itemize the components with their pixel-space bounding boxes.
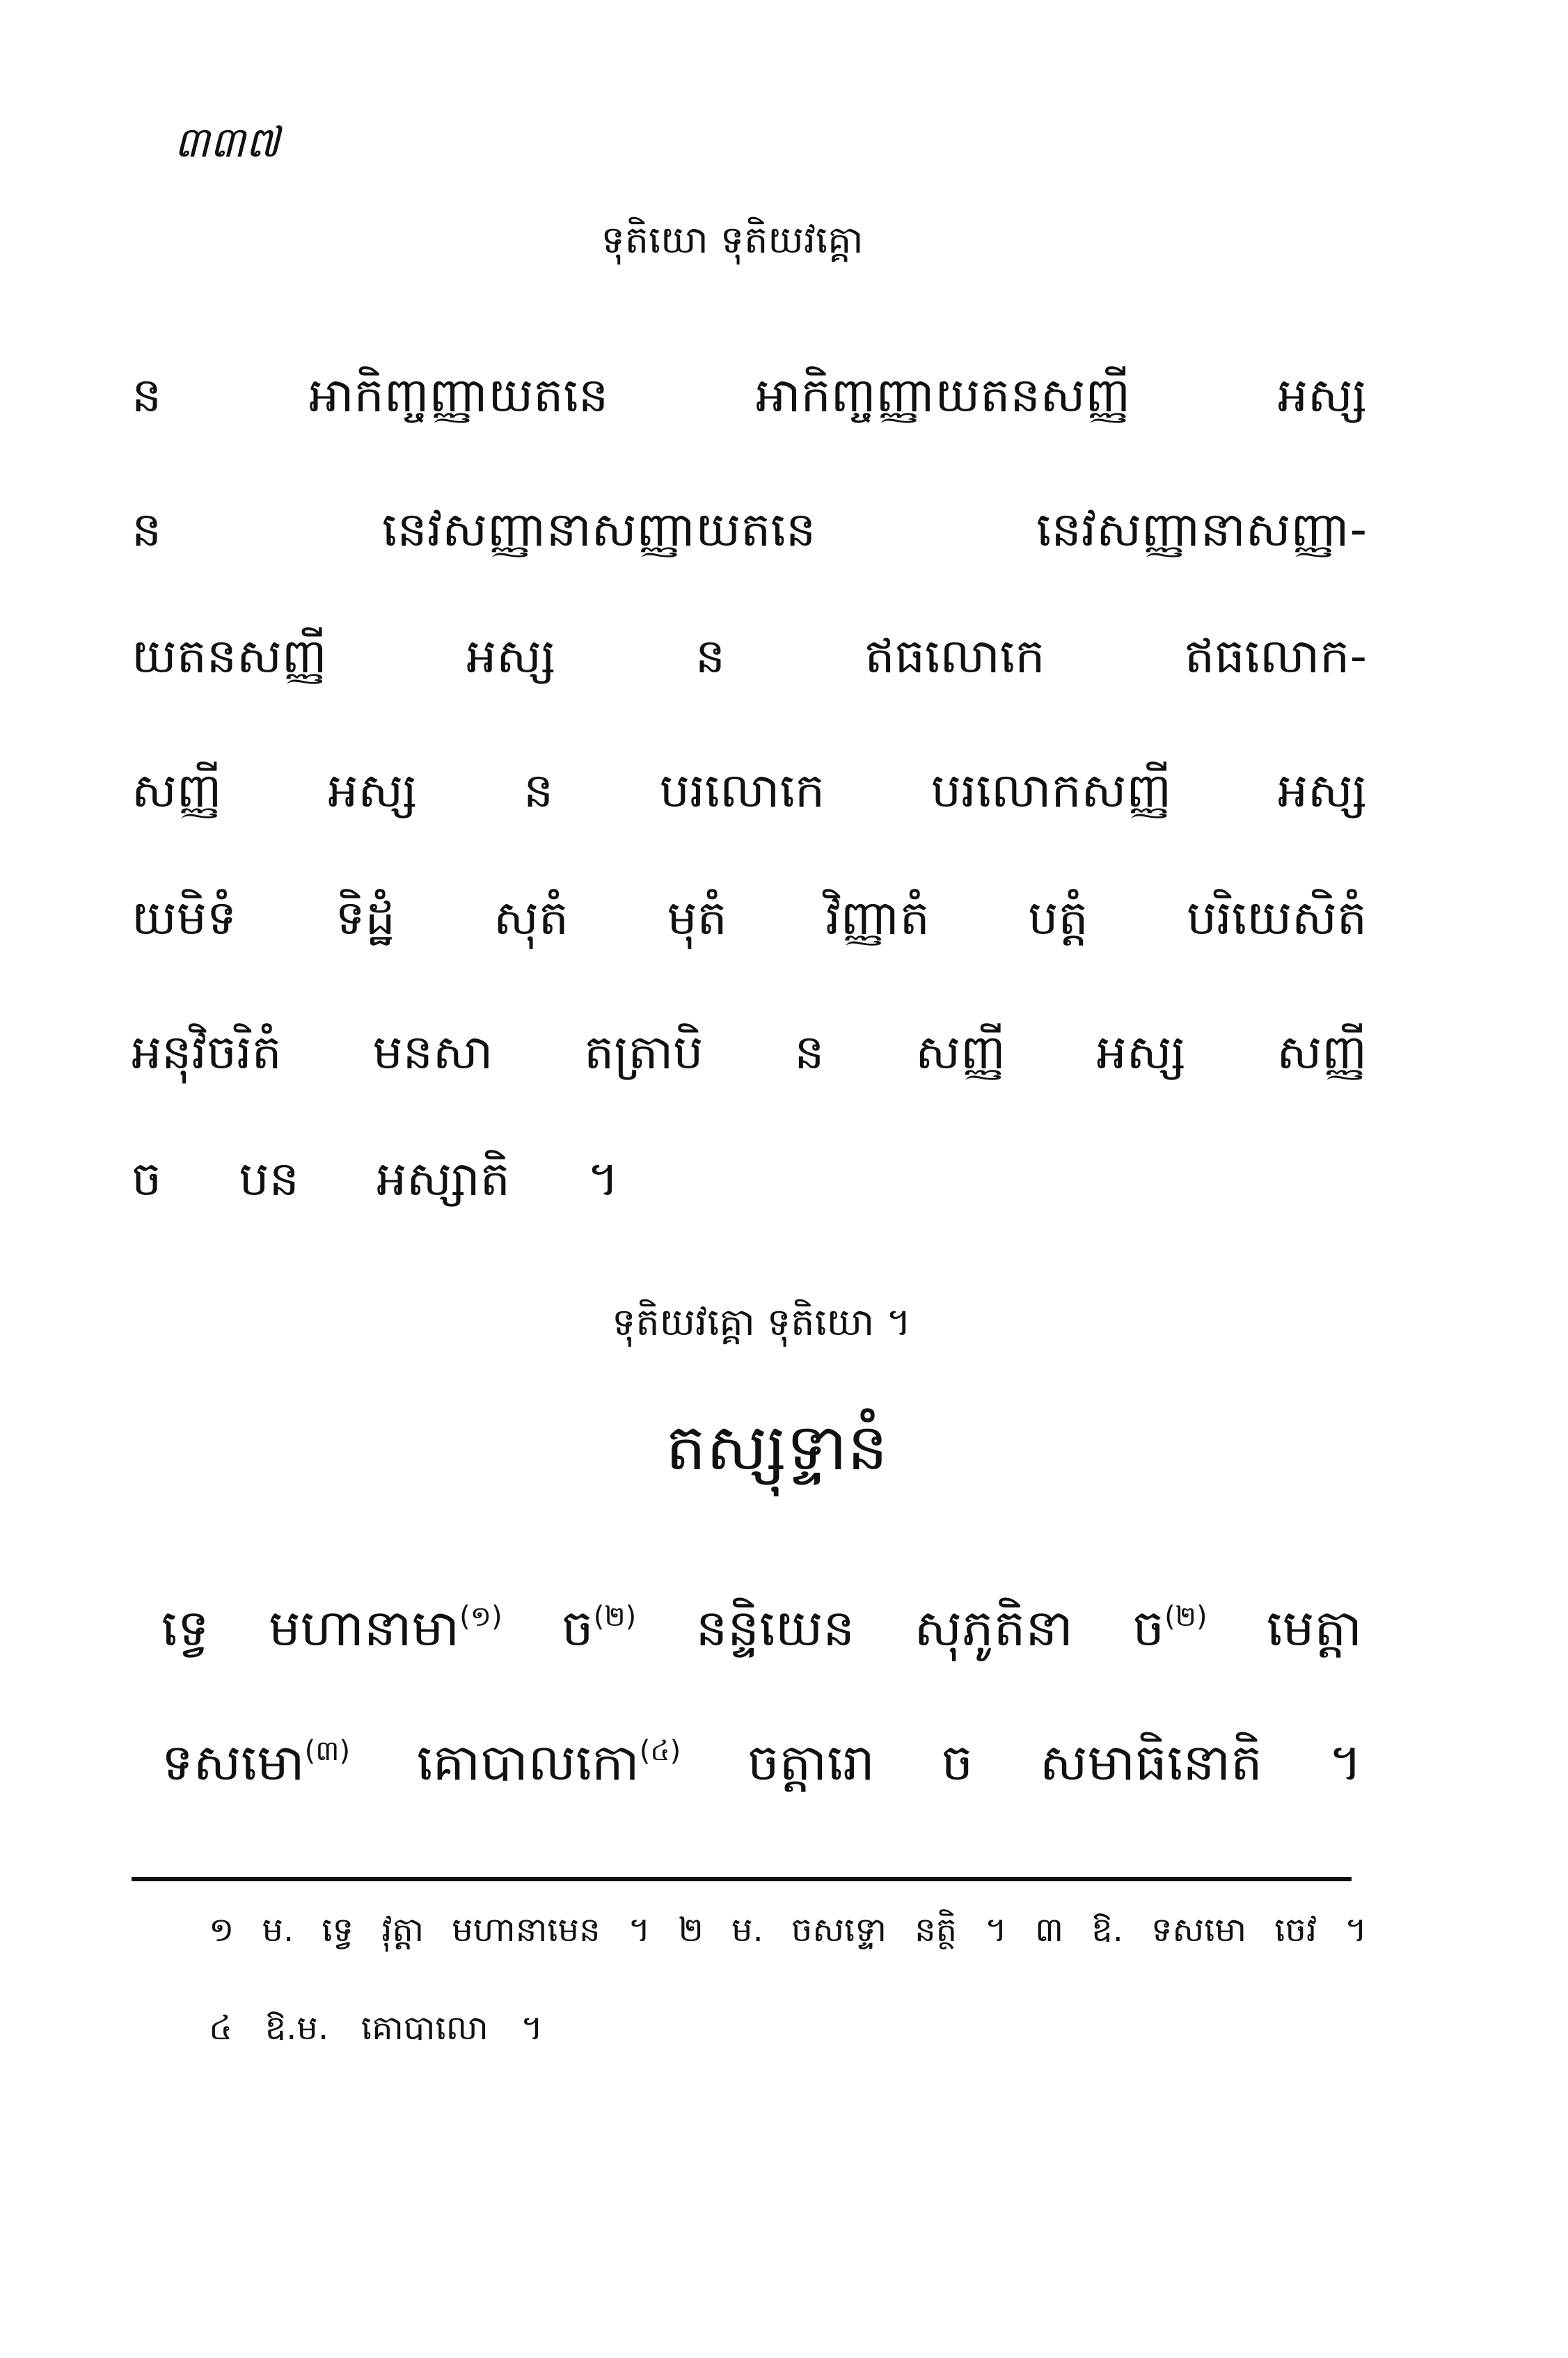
body-line: យមិទំ ទិដ្ឋំ សុតំ មុតំ វិញ្ញាតំ បត្តំ បរិយេសិតំ [132, 891, 1367, 946]
body-line: អនុវិចរិតំ មនសា តត្រាបិ ន សញ្ញី អស្ស សញ្ញី [132, 1025, 1367, 1080]
vagga-end-line: ទុតិយវគ្គោ ទុតិយោ ។ [612, 1300, 911, 1344]
uddana-word: ច$^{(២)}$ [1132, 1599, 1207, 1657]
footnote-ref: (២) [593, 1601, 637, 1633]
uddana-word: នន្ទិយេន [695, 1599, 855, 1657]
uddana-word: ទ្វេ [161, 1599, 209, 1657]
body-line: សញ្ញី អស្ស ន បរលោកេ បរលោកសញ្ញី អស្ស [132, 763, 1367, 818]
footnote-ref: (២) [1164, 1601, 1207, 1633]
body-line: ន នេវសញ្ញានាសញ្ញាយតនេ នេវសញ្ញានាសញ្ញា- [132, 503, 1367, 557]
uddana-word: ទសមោ$^{(៣)}$ [161, 1733, 351, 1791]
uddana-word: មេត្តា [1266, 1599, 1362, 1657]
uddana-word: ។ [1329, 1733, 1362, 1791]
uddana-word: សមាធិនោតិ [1039, 1733, 1262, 1791]
uddana-word: សុភូតិនា [914, 1599, 1073, 1657]
footnote-line: ១ ម. ទ្វេ វុត្តា មហានាមេន ។ ២ ម. ចសទ្ទោ នត្ថិ ។ ៣ ឱ. ទសមោ ចេវ ។ [209, 1910, 1367, 1949]
uddana-word: មហានាមា$^{(១)}$ [268, 1599, 502, 1657]
footnote-line: ៤ ឱ.ម. គោបាលោ ។ [209, 2009, 543, 2048]
footnote-ref: (៣) [304, 1735, 351, 1767]
footnote-ref: (៤) [639, 1735, 681, 1767]
page-number: ៣៣៧ [174, 118, 280, 167]
uddana-word: គោបាលកោ$^{(៤)}$ [416, 1733, 681, 1791]
body-line-last: ច បន អស្សាតិ ។ [132, 1152, 619, 1207]
body-line: ន អាកិញ្ចញ្ញាយតនេ អាកិញ្ចញ្ញាយតនសញ្ញី អស្ស [132, 368, 1367, 423]
uddana-word: ច$^{(២)}$ [562, 1599, 637, 1657]
uddana-line-1 [161, 1586, 1362, 1670]
uddana-line-2 [161, 1720, 1362, 1804]
uddana-word: ច [941, 1733, 974, 1791]
running-header: ទុតិយោ ទុតិយវគ្គោ [601, 218, 864, 262]
uddana-title: តស្សុទ្ទានំ [665, 1410, 888, 1485]
footnote-ref: (១) [459, 1601, 502, 1633]
footnote-divider [132, 1877, 1352, 1881]
body-line: យតនសញ្ញី អស្ស ន ឥធលោកេ ឥធលោក- [132, 629, 1367, 684]
uddana-word: ចត្តារោ [747, 1733, 875, 1791]
